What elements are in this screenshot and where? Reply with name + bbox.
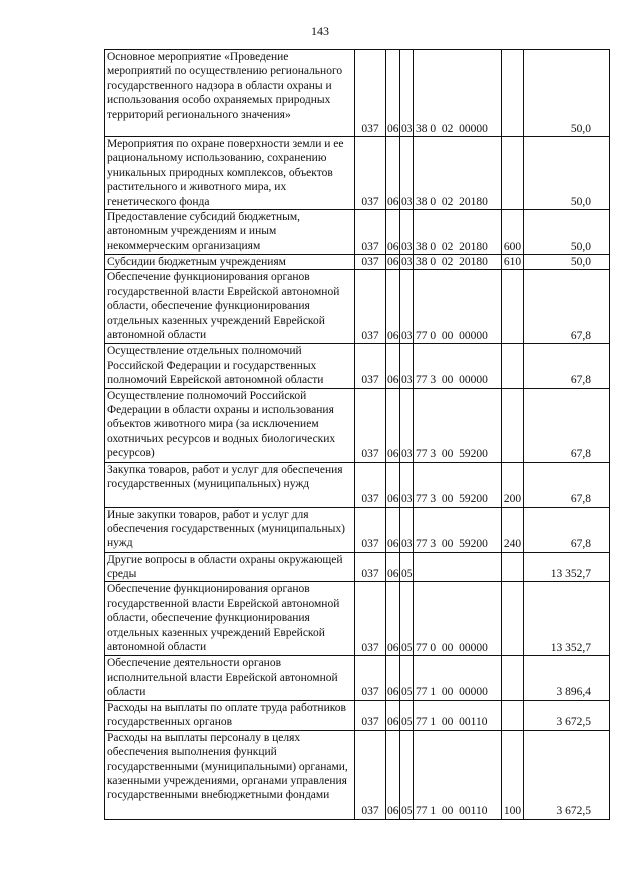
cell-name: Обеспечение функционирования органов государственной власти Еврейской автономной области, обеспечение функционирования отдельных казенных учреждений Еврейской автономной области — [105, 582, 355, 656]
cell-vr — [502, 50, 524, 137]
cell-rz: 06 — [386, 730, 400, 819]
table-body — [105, 50, 610, 820]
cell-csr: 38 0 02 20180 — [414, 210, 502, 255]
cell-vr — [502, 270, 524, 344]
cell-vr — [502, 582, 524, 656]
cell-vr — [502, 700, 524, 730]
cell-vr: 610 — [502, 255, 524, 270]
table-row — [105, 507, 610, 552]
cell-vr — [502, 388, 524, 462]
cell-sum: 67,8 — [524, 344, 610, 388]
cell-sum: 50,0 — [524, 137, 610, 210]
table-row — [105, 730, 610, 819]
table-row — [105, 50, 610, 137]
cell-csr: 77 1 00 00110 — [414, 730, 502, 819]
cell-rz: 06 — [386, 137, 400, 210]
cell-name: Осуществление полномочий Российской Федерации в области охраны и использования объектов животного мира (за исключением охотничьих ресурсов и водных биологических ресурсов) — [105, 388, 355, 462]
cell-csr: 77 3 00 59200 — [414, 507, 502, 552]
cell-csr: 77 0 00 00000 — [414, 582, 502, 656]
cell-rz: 06 — [386, 50, 400, 137]
cell-vr — [502, 552, 524, 582]
cell-grbs: 037 — [355, 388, 386, 462]
cell-name: Обеспечение функционирования органов государственной власти Еврейской автономной области, обеспечение функционирования отдельных казенных учреждений Еврейской автономной области — [105, 270, 355, 344]
cell-pr: 03 — [400, 50, 414, 137]
cell-pr: 05 — [400, 700, 414, 730]
cell-rz: 06 — [386, 582, 400, 656]
cell-grbs: 037 — [355, 582, 386, 656]
cell-csr — [414, 552, 502, 582]
cell-csr: 77 3 00 59200 — [414, 462, 502, 507]
cell-vr — [502, 344, 524, 388]
cell-pr: 03 — [400, 137, 414, 210]
cell-csr: 77 1 00 00110 — [414, 700, 502, 730]
cell-csr: 77 3 00 59200 — [414, 388, 502, 462]
cell-csr: 77 1 00 00000 — [414, 656, 502, 700]
cell-rz: 06 — [387, 256, 399, 269]
table-row — [105, 210, 610, 255]
cell-vr: 240 — [502, 507, 524, 552]
cell-grbs: 037 — [355, 255, 386, 270]
cell-rz: 06 — [386, 700, 400, 730]
cell-name: Закупка товаров, работ и услуг для обеспечения государственных (муниципальных) нужд — [105, 462, 355, 507]
cell-rz: 06 — [386, 507, 400, 552]
cell-sum: 50,0 — [524, 255, 610, 270]
cell-rz: 06 — [386, 270, 400, 344]
cell-sum: 67,8 — [524, 462, 610, 507]
cell-name: Расходы на выплаты по оплате труда работников государственных органов — [105, 700, 355, 730]
cell-name: Осуществление отдельных полномочий Российской Федерации и государственных полномочий Еврейской автономной области — [105, 344, 355, 388]
cell-csr: 38 0 02 20180 — [414, 137, 502, 210]
cell-rz: 06 — [386, 462, 400, 507]
cell-rz: 06 — [386, 210, 400, 255]
table-row — [105, 552, 610, 582]
table-row — [105, 388, 610, 462]
cell-sum: 67,8 — [524, 507, 610, 552]
cell-sum: 3 672,5 — [524, 730, 610, 819]
cell-name: Субсидии бюджетным учреждениям — [105, 255, 355, 270]
cell-pr: 03 — [400, 462, 414, 507]
cell-name: Обеспечение деятельности органов исполнительной власти Еврейской автономной области — [105, 656, 355, 700]
cell-pr: 05 — [400, 730, 414, 819]
cell-sum: 3 896,4 — [524, 656, 610, 700]
cell-csr: 38 0 02 00000 — [414, 50, 502, 137]
cell-grbs: 037 — [355, 552, 386, 582]
cell-grbs: 037 — [355, 270, 386, 344]
cell-sum: 67,8 — [524, 270, 610, 344]
table-row — [105, 656, 610, 700]
cell-name: Другие вопросы в области охраны окружающей среды — [105, 552, 355, 582]
cell-sum: 3 672,5 — [524, 700, 610, 730]
cell-name: Иные закупки товаров, работ и услуг для обеспечения государственных (муниципальных) нужд — [105, 507, 355, 552]
cell-sum: 67,8 — [524, 388, 610, 462]
table-row — [105, 270, 610, 344]
cell-sum: 50,0 — [524, 210, 610, 255]
page-number: 143 — [311, 24, 329, 38]
cell-vr: 200 — [502, 462, 524, 507]
cell-pr: 03 — [400, 270, 414, 344]
cell-vr — [502, 137, 524, 210]
cell-rz: 06 — [386, 656, 400, 700]
cell-sum: 13 352,7 — [524, 582, 610, 656]
cell-name: Предоставление субсидий бюджетным, автономным учреждениям и иным некоммерческим организациям — [105, 210, 355, 255]
table-row — [105, 255, 610, 270]
cell-csr: 77 3 00 00000 — [414, 344, 502, 388]
cell-name: Мероприятия по охране поверхности земли и ее рациональному использованию, сохранению уникальных природных комплексов, объектов растительного и животного мира, их генетического фонда — [105, 137, 355, 210]
cell-grbs: 037 — [355, 344, 386, 388]
cell-sum: 13 352,7 — [524, 552, 610, 582]
cell-rz: 06 — [386, 344, 400, 388]
cell-sum: 50,0 — [524, 50, 610, 137]
cell-grbs: 037 — [355, 507, 386, 552]
cell-grbs: 037 — [355, 210, 386, 255]
table-row — [105, 344, 610, 388]
cell-pr: 03 — [400, 507, 414, 552]
cell-name: Основное мероприятие «Проведение мероприятий по осуществлению регионального государственного надзора в области охраны и использования особо охраняемых природных территорий регионального значения» — [105, 50, 355, 137]
cell-vr: 600 — [502, 210, 524, 255]
cell-pr: 03 — [401, 256, 413, 269]
cell-vr: 100 — [502, 730, 524, 819]
cell-pr: 05 — [400, 582, 414, 656]
cell-pr: 03 — [400, 388, 414, 462]
cell-grbs: 037 — [355, 50, 386, 137]
cell-csr: 77 0 00 00000 — [414, 270, 502, 344]
cell-grbs: 037 — [355, 462, 386, 507]
cell-grbs: 037 — [355, 730, 386, 819]
table-row — [105, 700, 610, 730]
cell-grbs: 037 — [355, 700, 386, 730]
cell-csr: 38 0 02 20180 — [414, 255, 502, 270]
table-row — [105, 582, 610, 656]
budget-table — [104, 49, 610, 820]
cell-pr: 03 — [400, 344, 414, 388]
cell-grbs: 037 — [355, 656, 386, 700]
cell-vr — [502, 656, 524, 700]
cell-name: Расходы на выплаты персоналу в целях обеспечения выполнения функций государственными (муниципальными) органами, казенными учреждениями, органами управления государственными внебюджетными фондами — [105, 730, 355, 819]
cell-rz: 06 — [386, 388, 400, 462]
table-row — [105, 137, 610, 210]
cell-grbs: 037 — [355, 137, 386, 210]
cell-pr: 05 — [400, 552, 414, 582]
cell-rz: 06 — [386, 552, 400, 582]
table-row — [105, 462, 610, 507]
cell-pr: 03 — [400, 210, 414, 255]
cell-pr: 05 — [400, 656, 414, 700]
